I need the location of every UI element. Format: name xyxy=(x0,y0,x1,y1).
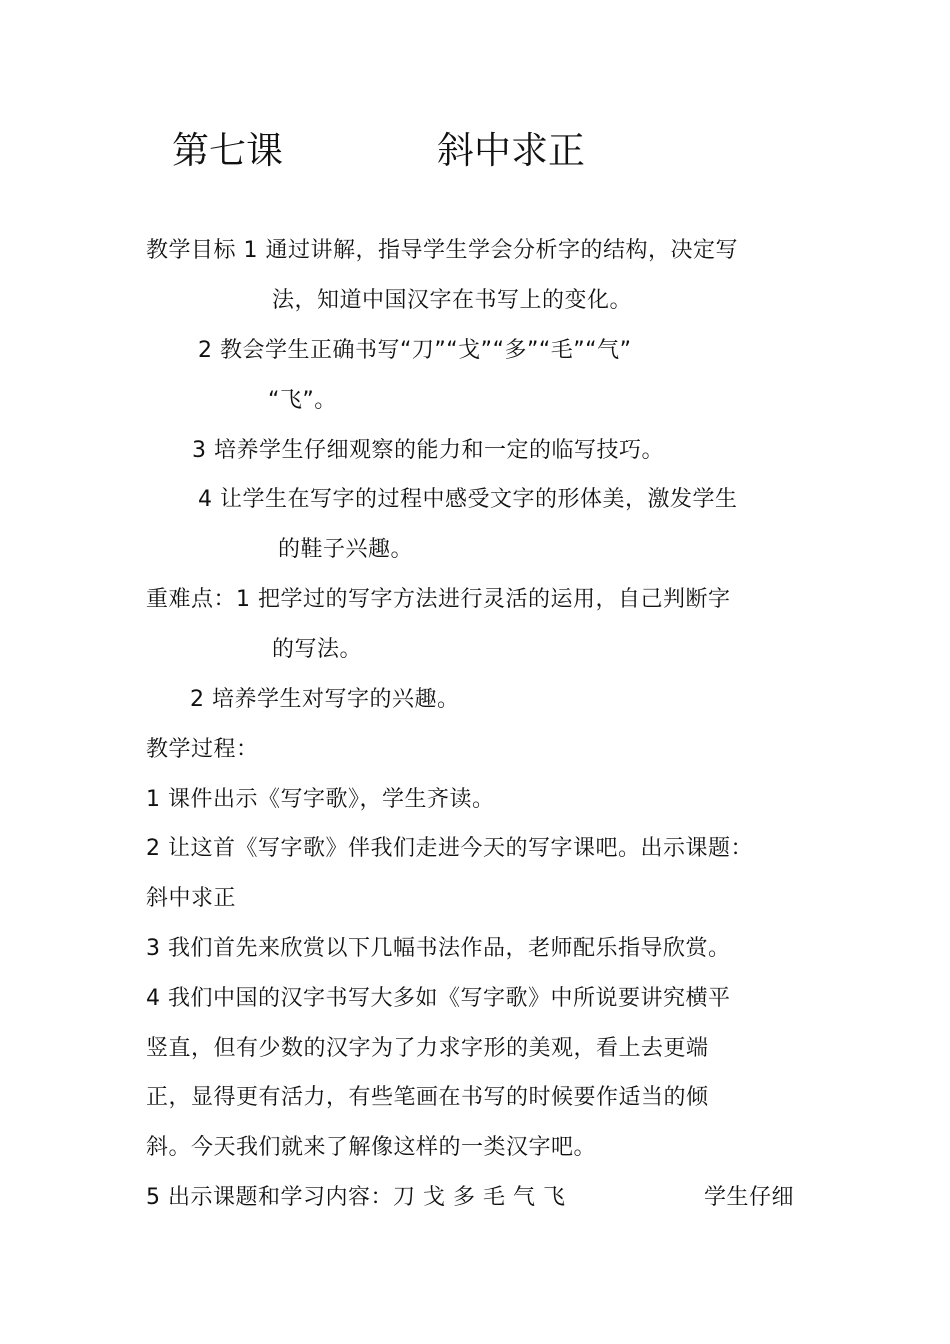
lesson-title: 斜中求正 xyxy=(437,129,585,172)
text-line: 2 培养学生对写字的兴趣。 xyxy=(190,687,460,712)
text-line: 2 让这首《写字歌》伴我们走进今天的写字课吧。出示课题： xyxy=(146,836,753,861)
text-line: 学生仔细 xyxy=(704,1185,795,1210)
text-line: 3 培养学生仔细观察的能力和一定的临写技巧。 xyxy=(192,438,664,463)
text-line: 的写法。 xyxy=(272,637,363,662)
text-line: 1 课件出示《写字歌》，学生齐读。 xyxy=(146,787,495,812)
text-line: 斜。今天我们就来了解像这样的一类汉字吧。 xyxy=(146,1135,597,1160)
text-line: 3 我们首先来欣赏以下几幅书法作品，老师配乐指导欣赏。 xyxy=(146,936,731,961)
text-line: 的鞋子兴趣。 xyxy=(278,537,414,562)
text-line: 2 教会学生正确书写“刀”“戈”“多”“毛”“气” xyxy=(198,338,632,363)
text-line: 法，知道中国汉字在书写上的变化。 xyxy=(272,288,633,313)
text-line: 4 让学生在写字的过程中感受文字的形体美，激发学生 xyxy=(198,487,738,512)
text-line: 4 我们中国的汉字书写大多如《写字歌》中所说要讲究横平 xyxy=(146,986,731,1011)
text-line: 重难点：1 把学过的写字方法进行灵活的运用，自己判断字 xyxy=(146,587,731,612)
lesson-number: 第七课 xyxy=(172,129,283,172)
text-line: “飞”。 xyxy=(268,388,337,413)
text-line: 竖直，但有少数的汉字为了力求字形的美观，看上去更端 xyxy=(146,1036,709,1061)
text-line: 正，显得更有活力，有些笔画在书写的时候要作适当的倾 xyxy=(146,1085,709,1110)
text-line: 教学过程： xyxy=(146,737,259,762)
text-line: 斜中求正 xyxy=(146,886,237,911)
text-line: 5 出示课题和学习内容：刀 戈 多 毛 气 飞 xyxy=(146,1185,566,1210)
text-line: 教学目标 1 通过讲解，指导学生学会分析字的结构，决定写 xyxy=(146,238,738,263)
